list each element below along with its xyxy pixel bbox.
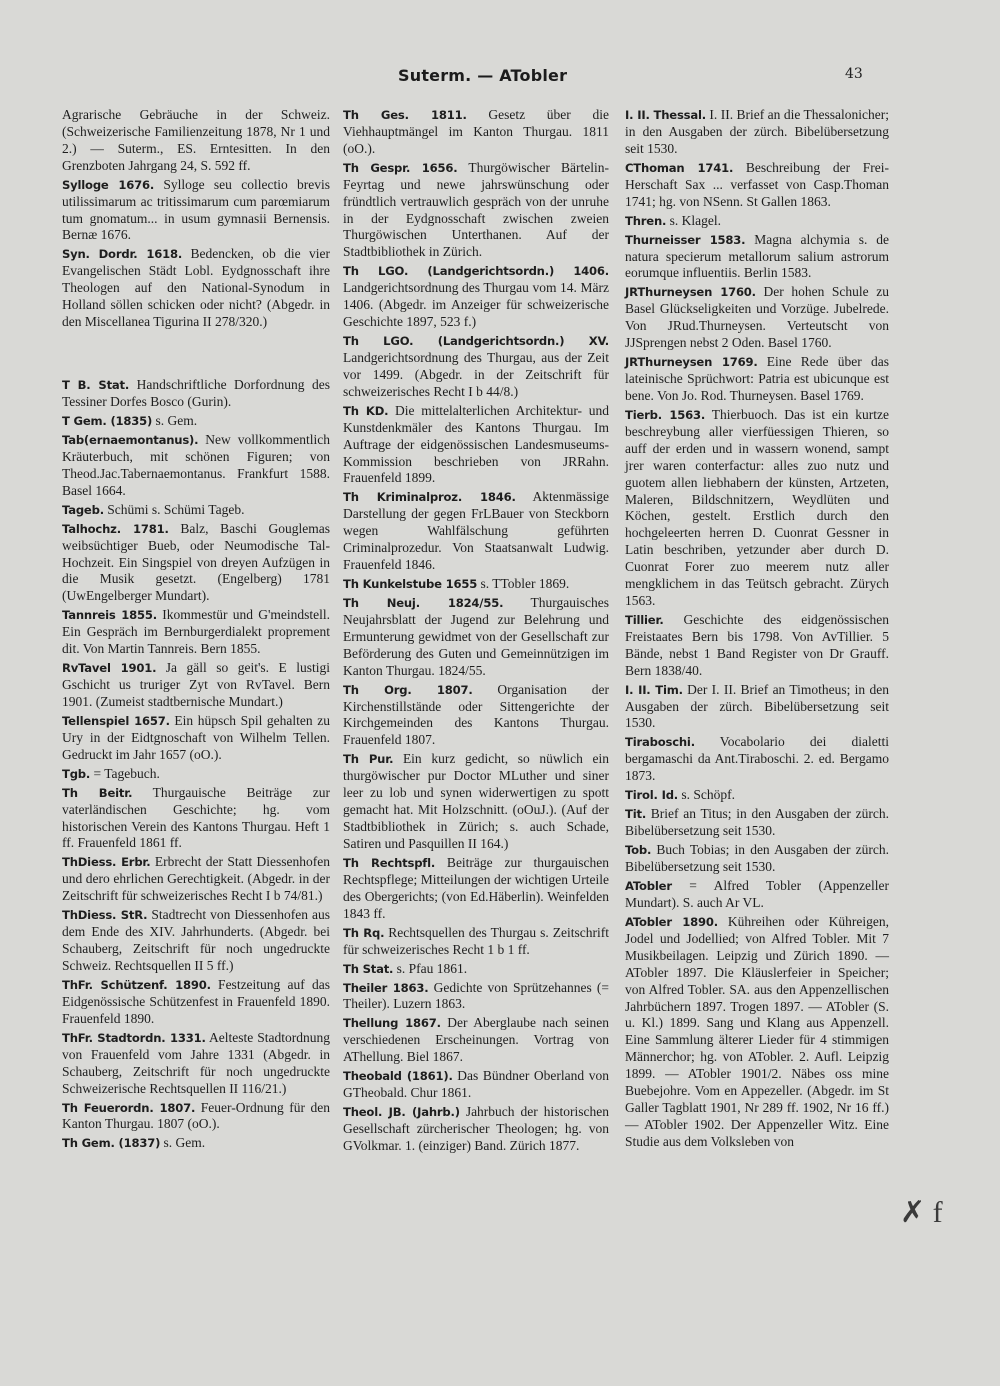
entry-text: Der hohen Schule zu Basel Glückseligkeiten und Vorzüge. Jubelrede. Von JRud.Thurneysen. Verteutscht von JJSprengen nebst 2 Oden. Basel 1760. — [625, 284, 890, 351]
entry-key: Th KD. — [343, 403, 389, 418]
entry-key: Th Ges. 1811. — [343, 108, 467, 122]
entry-key: ThFr. Schützenf. 1890. — [62, 978, 211, 992]
bibliography-entry — [343, 1104, 609, 1155]
entry-text: Ja gäll so geit's. E lustigi Gschicht us truriger Zyt von RvTavel. Bern 1901. (Zumeist stadtbernische Mundart.) — [62, 660, 330, 709]
bibliography-entry — [62, 246, 330, 331]
entry-key: Tierb. 1563. — [625, 407, 706, 422]
entry-key: CThoman 1741. — [625, 160, 734, 175]
entry-text: Thurgauisches Neujahrsblatt der Jugend zur Belehrung und Ermunterung gewidmet von der Gesellschaft zur Beförderung des Guten und Gemeinnützigen im Kanton Thurgau. 1824/55. — [343, 595, 609, 678]
entry-text: New vollkommentlich Kräuterbuch, mit schönen Figuren; von Theod.Jac.Tabernaemontanus. Frankfurt 1588. Basel 1664. — [62, 431, 330, 498]
entry-text: s. Gem. — [160, 1135, 206, 1151]
bibliography-entry — [62, 713, 330, 764]
entry-key: Th Feuerordn. 1807. — [62, 1100, 196, 1115]
entry-text: s. Gem. — [152, 412, 198, 428]
entry-text: I. II. Brief an die Thessalonicher; in den Ausgaben der zürch. Bibelübersetzung seit 1530. — [625, 107, 889, 156]
entry-key: Th Rechtspfl. — [343, 855, 436, 870]
entry-text: Beiträge zur thurgauischen Rechtspflege; Mitteilungen der wichtigen Urteile des Obergerichts; (von Ed.Häberlin). Weinfelden 1843 ff. — [343, 854, 609, 921]
entry-text: Landgerichtsordnung des Thurgau vom 14. März 1406. (Abgedr. im Anzeiger für schweizerische Geschichte 1897, 523 f.) — [343, 280, 609, 330]
column-3 — [625, 107, 889, 1153]
bibliography-entry — [625, 682, 889, 733]
entry-text: Kühreihen oder Kühreigen, Jodel und Jodellied; von Alfred Tobler. Mit 7 Musikbeilagen. Leipzig und Zürich 1890. — ATobler 1897. Die Kläuslerfeier in Speicher; von Alfred Tobler. SA. aus den Appenzellischen Jahrbüchern 1897. Trogen 1897. — ATobler (S. u. Kl.) 1899. Sang und Klang aus Appenzell. Eine Sammlung älterer Lieder für 4 stimmigen Männerchor; hg. von ATobler. 2. Aufl. Leipzig 1899. — ATobler 1901/2. Näbes oss mine Buebejohre. Vom en Appezeller. (Abgedr. im St Galler Tagblatt 1901, Nr 289 ff. 1902, Nr 16 ff.) — ATobler 1902. Der Appenzeller Witz. Eine Studie aus dem Volksleben von — [625, 914, 889, 1149]
bibliography-entry — [625, 612, 889, 680]
entry-text: Agrarische Gebräuche in der Schweiz. (Schweizerische Familienzeitung 1878, Nr 1 und 2.) — Suterm., ES. Erntesitten. In den Grenzboten Jahrgang 24, S. 592 ff. — [62, 107, 330, 173]
entry-key: Th Kunkelstube 1655 — [343, 577, 478, 592]
bibliography-entry — [62, 607, 330, 658]
entry-key: Theol. JB. (Jahrb.) — [343, 1105, 460, 1120]
bibliography-entry — [343, 263, 609, 331]
entry-key: Thellung 1867. — [343, 1016, 441, 1031]
bibliography-entry — [625, 107, 889, 158]
entry-text: Sylloge seu collectio brevis utilissimarum ac tritissimarum cum parœmiarum tum gnomatum... in usum gymnasii Bernensis. Bernæ 1676. — [62, 176, 330, 243]
entry-text: Beschreibung der Frei-Herschaft Sax ... verfasset von Casp.Thoman 1741; hg. von NSenn. St Gallen 1863. — [625, 159, 889, 209]
bibliography-entry — [343, 107, 609, 158]
entry-key: ThDiess. StR. — [62, 908, 148, 923]
entry-text: s. TTobler 1869. — [477, 576, 570, 592]
bibliography-entry — [62, 1030, 330, 1098]
entry-text: Thurgauische Beiträge zur vaterländischen Geschichte; hg. vom historischen Verein des Kantons Thurgau. Heft 1 ff. Frauenfeld 1861 ff. — [62, 784, 330, 851]
bibliography-entry — [343, 489, 609, 574]
section-gap — [62, 333, 330, 377]
page-number: 43 — [845, 66, 863, 82]
bibliography-entry — [343, 1068, 609, 1102]
bibliography-entry — [343, 980, 609, 1014]
bibliography-entry — [625, 232, 889, 283]
entry-key: I. II. Tim. — [625, 682, 683, 697]
bibliography-entry — [62, 377, 330, 411]
bibliography-entry — [62, 785, 330, 853]
entry-text: Gesetz über die Viehhauptmängel im Kanton Thurgau. 1811 (oO.). — [343, 107, 609, 156]
entry-text: Landgerichtsordnung des Thurgau, aus der Zeit vor 1499. (Abgedr. in der Zeitschrift für schweizerisches Recht I b 44/8.) — [343, 349, 609, 399]
handwritten-margin-note: ✗ f — [900, 1196, 943, 1229]
entry-key: Tit. — [625, 807, 647, 822]
entry-key: Th LGO. (Landgerichtsordn.) XV. — [343, 334, 609, 349]
entry-key: Theiler 1863. — [343, 980, 429, 995]
bibliography-entry — [625, 160, 889, 211]
entry-text: s. Klagel. — [666, 212, 721, 228]
entry-key: Th Neuj. 1824/55. — [343, 596, 504, 611]
bibliography-entry — [343, 160, 609, 261]
entry-key: Th Kriminalproz. 1846. — [343, 490, 516, 505]
bibliography-entry — [62, 1100, 330, 1134]
entry-key: Th LGO. (Landgerichtsordn.) 1406. — [343, 264, 609, 279]
entry-text: Brief an Titus; in den Ausgaben der zürch. Bibelübersetzung seit 1530. — [625, 806, 889, 839]
entry-text: Thurgöwischer Bärtelin-Feyrtag und newe jahrswünschung oder fründtlich vertrauwlich gespräch von der unruhe in der Eydgnosschaft zwischen zweien Thurgöwischen Unterthanen. Auf der Stadtbibliothek in Zürich. — [343, 159, 609, 260]
bibliography-entry — [62, 177, 330, 245]
entry-key: T Gem. (1835) — [62, 413, 153, 428]
entry-key: Tab(ernaemontanus). — [62, 432, 199, 447]
entry-text: Vocabolario dei dialetti bergamaschi da Ant.Tiraboschi. 2. ed. Bergamo 1873. — [625, 734, 889, 784]
entry-text: = Alfred Tobler (Appenzeller Mundart). S. auch Ar VL. — [625, 878, 889, 910]
bibliography-entry — [343, 751, 609, 852]
bibliography-entry — [62, 907, 330, 975]
entry-text: Ein kurz gedicht, so nüwlich ein thurgöwischer pur Doctor MLuther und siner leer zu lob und synen widerwertigen zu spott gemacht hat. Mit Holzschnitt. (oOuJ.). (Auf der Stadtbibliothek in Zürich; s. auch Schade, Satiren und Pasquillen II 164.) — [343, 751, 609, 851]
entry-text: Die mittelalterlichen Architektur- und Kunstdenkmäler des Kantons Thurgau. Im Auftrage der eidgenössischen Landesmuseums-Kommission beschrieben von JRRahn. Frauenfeld 1899. — [343, 402, 609, 486]
entry-key: Th Pur. — [343, 752, 394, 767]
column-2 — [343, 107, 609, 1157]
bibliography-entry — [343, 576, 609, 593]
bibliography-entry — [343, 855, 609, 923]
entry-key: Th Gespr. 1656. — [343, 160, 458, 175]
bibliography-entry — [62, 977, 330, 1028]
bibliography-entry — [62, 432, 330, 500]
bibliography-entry — [625, 914, 889, 1151]
entry-text: Balz, Baschi Gouglemas weibsüchtiger Bueb, oder Neumodische Tal-Hochzeit. Ein Singspiel von dreyen Aufzügen in die Musik gesetzt. (Engelberg) 1781 (UwEngelberger Mundart). — [62, 520, 330, 604]
bibliography-entry — [62, 766, 330, 783]
entry-text: Magna alchymia s. de natura specierum metallorum salium astrorum eorumque influentiis. Berlin 1583. — [625, 231, 889, 281]
bibliography-entry — [343, 961, 609, 978]
entry-key: Sylloge 1676. — [62, 177, 155, 192]
entry-text: Aelteste Stadtordnung von Frauenfeld vom Jahre 1331 (Abgedr. in Schauberg, Zeitschrift für noch ungedruckte Schweizerische Rechtsquellen II 116/21.) — [62, 1029, 330, 1096]
entry-text: Organisation der Kirchenstillstände oder Sittengerichte der Kirchgemeinden des Kantons Thurgau. Frauenfeld 1807. — [343, 681, 609, 748]
bibliography-entry — [625, 213, 889, 230]
entry-text: Das Bündner Oberland von GTheobald. Chur 1861. — [343, 1068, 609, 1101]
entry-key: Th Org. 1807. — [343, 682, 473, 697]
entry-key: Th Beitr. — [62, 785, 133, 800]
entry-key: Tob. — [625, 843, 652, 858]
bibliography-entry — [62, 1135, 330, 1152]
entry-key: ThDiess. Erbr. — [62, 855, 151, 870]
entry-text: Geschichte des eidgenössischen Freistaates Bern bis 1798. Von AvTillier. 5 Bände, nebst 1 Band Register von Dr Grauff. Bern 1838/40. — [625, 611, 889, 678]
entry-text: Eine Rede über das lateinische Sprüchwort: Patria est ubicunque est bene. Von Jo. Rod. Thurneysen. Basel 1769. — [625, 354, 889, 403]
entry-key: Tannreis 1855. — [62, 608, 157, 623]
entry-key: Th Gem. (1837) — [62, 1136, 161, 1151]
bibliography-entry — [343, 682, 609, 750]
bibliography-entry — [625, 407, 889, 610]
entry-key: JRThurneysen 1769. — [625, 355, 758, 370]
entry-text: s. Pfau 1861. — [393, 960, 468, 976]
entry-key: Tellenspiel 1657. — [62, 713, 170, 728]
entry-key: Tillier. — [625, 612, 664, 627]
entry-key: Tirol. Id. — [625, 788, 678, 803]
bibliography-entry — [343, 925, 609, 959]
column-1 — [62, 107, 330, 1154]
entry-text: Schümi s. Schümi Tageb. — [103, 501, 245, 517]
entry-text: Der I. II. Brief an Timotheus; in den Ausgaben der zürch. Bibelübersetzung seit 1530. — [625, 681, 889, 731]
entry-key: ThFr. Stadtordn. 1331. — [62, 1030, 206, 1045]
entry-text: Rechtsquellen des Thurgau s. Zeitschrift für schweizerisches Recht 1 b 1 ff. — [343, 924, 609, 957]
bibliography-entry — [62, 502, 330, 519]
running-header: Suterm. — ATobler — [398, 66, 568, 85]
bibliography-entry — [343, 333, 609, 401]
entry-text: = Tagebuch. — [90, 765, 160, 781]
entry-key: ATobler 1890. — [625, 915, 718, 929]
entry-text: Der Aberglaube nach seinen verschiedenen Erscheinungen. Vortrag von AThellung. Biel 1867. — [343, 1015, 609, 1065]
bibliography-entry — [625, 842, 889, 876]
entry-text: Thierbuoch. Das ist ein kurtze beschreybung aller vierfüessigen Thieren, so auff der erden und in wassern wonend, sampt jrer waren conterfactur: alles zuo nutz und guotem allen liebhabern der künsten, Artzeten, Maleren, Bildschnitzern, Weydlüten und Köchen, gestelt. Erstlich durch den hochgeleerten herren D. Cuonrat Gessner in Latin beschriben, yetzunder aber durch D. Cuonrat Forer zuo meerem nutz aller mengklichem in das Teütsch gebracht. Zürych 1563. — [625, 406, 889, 608]
entry-key: RvTavel 1901. — [62, 661, 157, 676]
entry-text: Gedichte von Sprützehannes (= Theiler). Luzern 1863. — [343, 979, 609, 1012]
bibliography-entry — [343, 595, 609, 680]
entry-text: Handschriftliche Dorfordnung des Tessiner Dorfes Bosco (Gurin). — [62, 377, 330, 409]
bibliography-entry — [343, 1015, 609, 1066]
bibliography-entry — [62, 521, 330, 606]
bibliography-entry — [625, 806, 889, 840]
entry-text: s. Schöpf. — [678, 787, 735, 803]
entry-key: ATobler — [625, 879, 672, 894]
bibliography-entry — [625, 878, 889, 912]
entry-key: Thurneisser 1583. — [625, 232, 746, 247]
entry-key: JRThurneysen 1760. — [625, 285, 756, 300]
entry-key: Tiraboschi. — [625, 735, 695, 750]
entry-text: Jahrbuch der historischen Gesellschaft zürcherischer Theologen; hg. von GVolkmar. 1. (einziger) Band. Zürich 1877. — [343, 1104, 609, 1153]
entry-key: T B. Stat. — [62, 378, 130, 393]
entry-text: Ein hüpsch Spil gehalten zu Ury in der Eidtgnoschaft von Wilhelm Tellen. Gedruckt im Jahr 1657 (oO.). — [62, 712, 330, 762]
entry-text: Feuer-Ordnung für den Kanton Thurgau. 1807 (oO.). — [62, 1099, 330, 1132]
bibliography-entry — [625, 354, 889, 405]
entry-text: Buch Tobias; in den Ausgaben der zürch. Bibelübersetzung seit 1530. — [625, 842, 889, 875]
bibliography-entry — [625, 284, 889, 352]
bibliography-entry — [343, 403, 609, 488]
bibliography-entry — [62, 107, 330, 175]
entry-key: Tgb. — [62, 766, 91, 781]
bibliography-entry — [625, 787, 889, 804]
entry-key: Th Stat. — [343, 961, 394, 976]
entry-key: Th Rq. — [343, 925, 385, 940]
entry-key: Syn. Dordr. 1618. — [62, 247, 183, 262]
entry-text: Bedencken, ob die vier Evangelischen Städt Lobl. Eydgnosschaft ihre Theologen auf den National-Synodum in Holland söllen schicken oder nicht? (Abgedr. in den Miscellanea Tigurina II 278/320.) — [62, 246, 330, 330]
entry-text: Festzeitung auf das Eidgenössische Schützenfest in Frauenfeld 1890. Frauenfeld 1890. — [62, 977, 330, 1026]
entry-text: Ikommestür und G'meindstell. Ein Gespräch im Bernburgerdialekt proprement dit. Von Martin Tannreis. Bern 1855. — [62, 607, 330, 657]
entry-key: I. II. Thessal. — [625, 108, 706, 122]
bibliography-entry — [625, 734, 889, 785]
bibliography-entry — [62, 413, 330, 430]
entry-key: Thren. — [625, 213, 667, 228]
bibliography-entry — [62, 854, 330, 905]
bibliography-entry — [62, 660, 330, 711]
entry-text: Aktenmässige Darstellung der gegen FrLBauer von Steckborn wegen Wahlfälschung geführten Criminalprozedur. Von Staatsanwalt Ludwig. Frauenfeld 1846. — [343, 489, 609, 573]
entry-text: Stadtrecht von Diessenhofen aus dem Ende des XIV. Jahrhunderts. (Abgedr. bei Schauberg, Zeitschrift für noch ungedruckte Schweiz. Rechtsquellen II 5 ff.) — [62, 907, 330, 973]
entry-key: Tageb. — [62, 502, 104, 517]
entry-key: Theobald (1861). — [343, 1069, 453, 1084]
entry-key: Talhochz. 1781. — [62, 521, 169, 536]
entry-text: Erbrecht der Statt Diessenhofen und dero ehrlichen Gerechtigkeit. (Abgedr. in der Zeitschrift für schweizerisches Recht I b 74/81.) — [62, 854, 330, 904]
